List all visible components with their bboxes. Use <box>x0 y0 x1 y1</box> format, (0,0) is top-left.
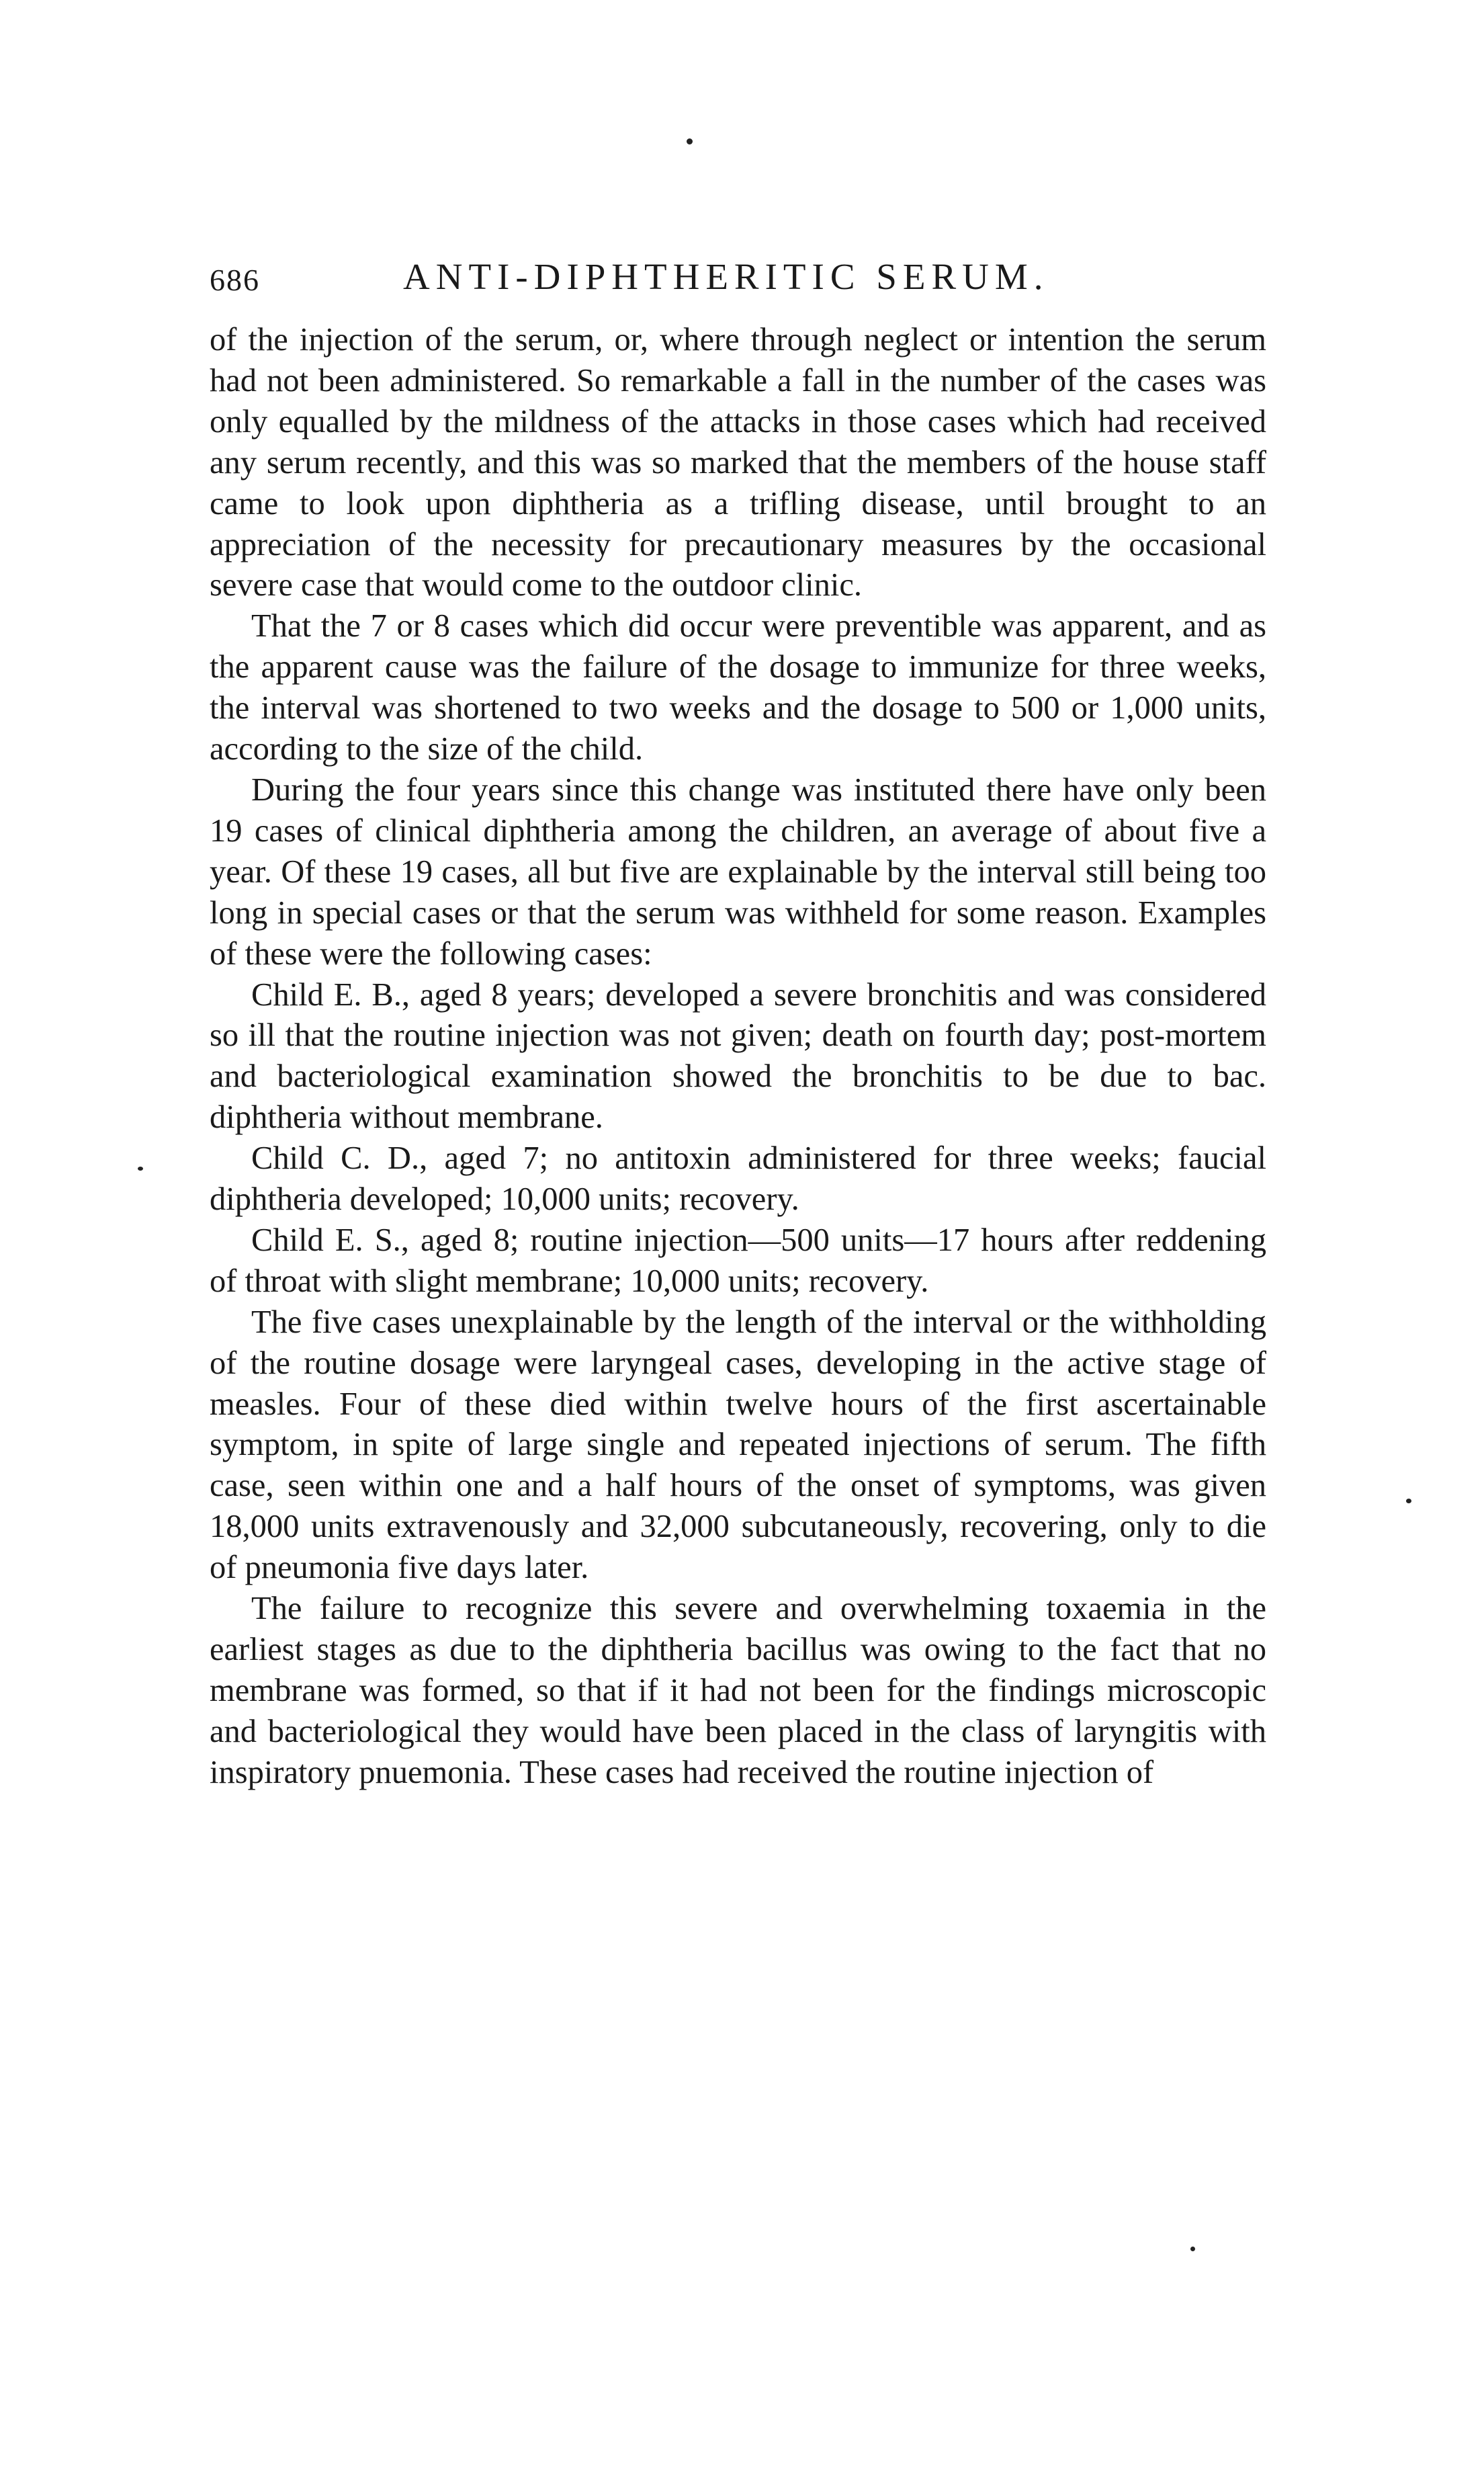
ink-speck-right-margin <box>1406 1499 1411 1503</box>
running-head: ANTI-DIPHTHERITIC SERUM. <box>403 256 1049 297</box>
ink-speck-left-margin <box>138 1167 143 1171</box>
paragraph-laryngeal-cases: The five cases unexplainable by the length of the interval or the withholding of the routine dosage were laryngeal cases, developing in the active stage of measles. Four of these died within twelve hours of the first ascertainable symptom, in spite of large single and repeated injections of serum. The fifth case, seen within one and a half hours of the onset of symptoms, was given 18,000 units extravenously and 32,000 subcutaneously, recovering, only to die of pneumonia five days later. <box>210 1304 1266 1586</box>
paragraph-3: During the four years since this change was instituted there have only been 19 cases of clinical diphtheria among the children, an average of about five a year. Of these 19 cases, all but five are explainable by the interval still being too long in special cases or that the serum was withheld for some reason. Examples of these were the following cases: <box>210 771 1266 972</box>
case-e-b: Child E. B., aged 8 years; developed a severe bronchitis and was considered so ill that the routine injection was not given; death on fourth day; post-mortem and bacteriological examination showed the bronchitis to be due to bac. diphtheria without membrane. <box>210 976 1266 1136</box>
case-c-d: Child C. D., aged 7; no antitoxin administered for three weeks; faucial diphtheria developed; 10,000 units; recovery. <box>210 1140 1266 1218</box>
paragraph-1: of the injection of the serum, or, where through neglect or intention the serum had not been administered. So remarkable a fall in the number of the cases was only equalled by the mildness of the attacks in those cases which had received any serum recently, and this was so marked that the members of the house staff came to look upon diphtheria as a trifling disease, until brought to an appreciation of the necessity for precautionary measures by the occasional severe case that would come to the outdoor clinic. <box>210 322 1266 603</box>
ink-speck-top <box>687 138 693 144</box>
ink-speck-bottom <box>1190 2247 1195 2251</box>
case-e-s: Child E. S., aged 8; routine injection—500 units—17 hours after reddening of throat with slight membrane; 10,000 units; recovery. <box>210 1222 1266 1299</box>
body-text <box>210 320 1266 1794</box>
page-number: 686 <box>210 263 260 297</box>
paragraph-2: That the 7 or 8 cases which did occur were preventible was apparent, and as the apparent cause was the failure of the dosage to immunize for three weeks, the interval was shortened to two weeks and the dosage to 500 or 1,000 units, according to the size of the child. <box>210 608 1266 767</box>
paragraph-toxaemia: The failure to recognize this severe and overwhelming toxaemia in the earliest stages as due to the diphtheria bacillus was owing to the fact that no membrane was formed, so that if it had not been for the findings microscopic and bacteriological they would have been placed in the class of laryngitis with inspiratory pnuemonia. These cases had received the routine injection of <box>210 1591 1266 1790</box>
